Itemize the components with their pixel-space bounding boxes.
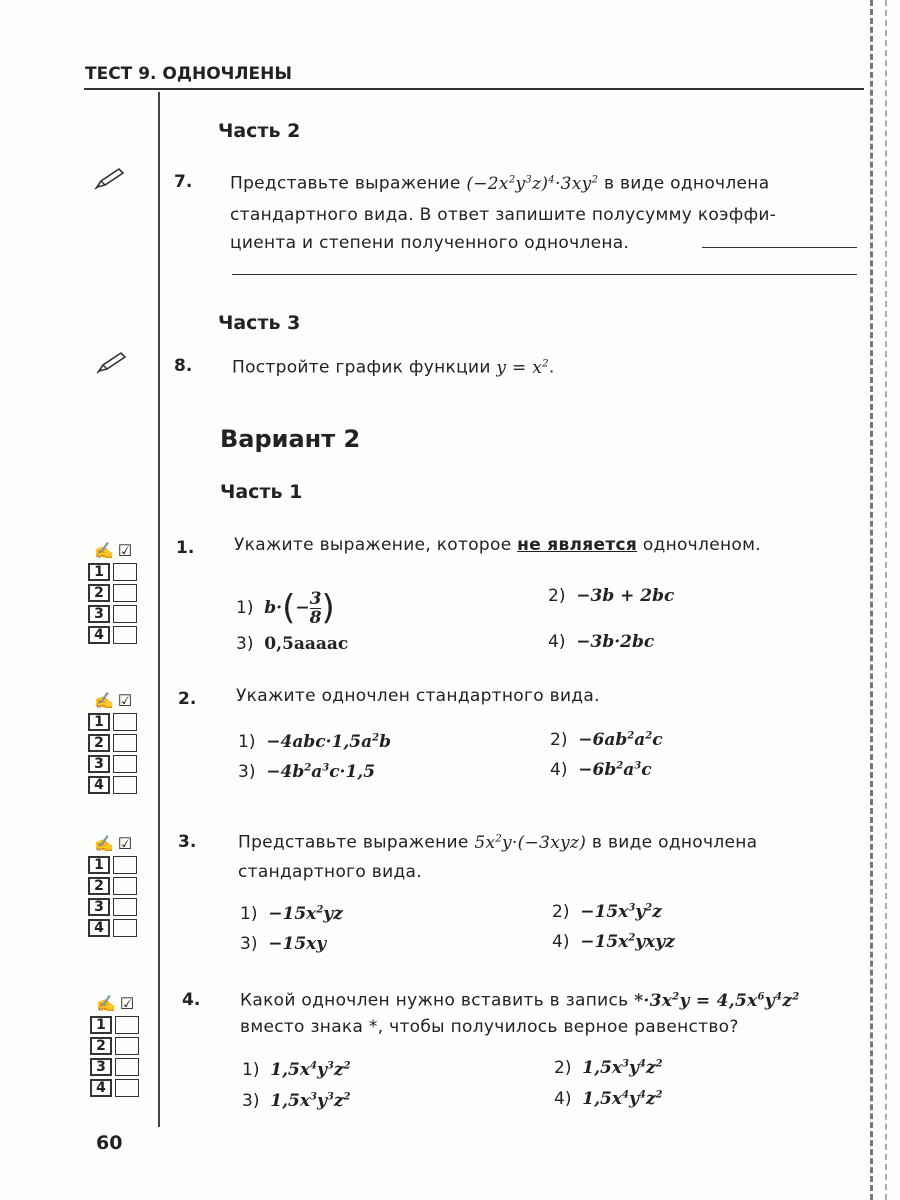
q4-text-line2: вместо знака *, чтобы получилось верное равенство? xyxy=(240,1017,739,1037)
checkbox-icon: ☑ xyxy=(117,833,133,853)
part3-title: Часть 3 xyxy=(218,312,301,334)
q4-number: 4. xyxy=(182,990,201,1010)
pen-icon xyxy=(95,349,129,375)
header-rule xyxy=(84,88,864,90)
q3-text-line2: стандартного вида. xyxy=(238,862,422,882)
pen-icon: ✍ xyxy=(94,540,114,560)
q2-answer-block: ✍ ☑ 1 2 3 4 xyxy=(88,690,150,794)
page-edge xyxy=(870,0,873,1200)
q4-answer-block: ✍ ☑ 1 2 3 4 xyxy=(90,993,152,1097)
answer-box-1[interactable] xyxy=(113,713,137,731)
q3-expression: $5x^2y\cdot(-3xyz)$ xyxy=(474,832,587,853)
q1-option-2[interactable]: 2) −3b + 2bc xyxy=(548,586,675,606)
q4-text-line1: Какой одночлен нужно вставить в запись $*\cdot 3x^2y = 4,5x^6y^4z^2$ xyxy=(240,990,800,1011)
checkbox-icon: ☑ xyxy=(119,993,135,1013)
q7-text-line2: стандартного вида. В ответ запишите полусумму коэффи- xyxy=(230,205,777,225)
variant2-part1-title: Часть 1 xyxy=(220,481,303,503)
q1-number: 1. xyxy=(176,538,195,558)
part2-title: Часть 2 xyxy=(218,120,301,142)
answer-box-3[interactable] xyxy=(113,898,137,916)
q7-text-line1: Представьте выражение $(-2x^2y^3z)^4\cdot 3xy^2$ в виде одночлена xyxy=(230,173,770,194)
answer-box-2[interactable] xyxy=(113,734,137,752)
q4-option-1[interactable]: 1) $1,5x^4y^3z^2$ xyxy=(242,1060,351,1080)
answer-box-3[interactable] xyxy=(115,1058,139,1076)
q3-option-4[interactable]: $4) -15x^2yxyz$ xyxy=(552,932,675,952)
q8-text: Постройте график функции $y = x^2$. xyxy=(232,357,555,378)
answer-box-2[interactable] xyxy=(113,584,137,602)
page-edge-outer xyxy=(885,0,887,1200)
q3-option-1[interactable]: $1) -15x^2yz$ xyxy=(240,904,343,924)
pen-icon: ✍ xyxy=(96,993,116,1013)
answer-box-3[interactable] xyxy=(113,605,137,623)
answer-box-2[interactable] xyxy=(115,1037,139,1055)
answer-box-4[interactable] xyxy=(113,919,137,937)
answer-box-4[interactable] xyxy=(115,1079,139,1097)
answer-box-1[interactable] xyxy=(113,856,137,874)
q7-answer-line-2[interactable] xyxy=(232,274,857,275)
q8-number: 8. xyxy=(174,356,193,376)
q2-number: 2. xyxy=(178,689,197,709)
q1-option-1[interactable]: 1) b·(− $\frac{3}{8}$ ) xyxy=(236,588,335,628)
q3-answer-block: ✍ ☑ 1 2 3 4 xyxy=(88,833,150,937)
checkbox-icon: ☑ xyxy=(117,690,133,710)
page-number: 60 xyxy=(96,1132,123,1154)
q2-text: Укажите одночлен стандартного вида. xyxy=(236,686,600,706)
q2-option-1[interactable]: $1) -4abc\cdot 1,5a^2b$ xyxy=(238,732,391,752)
q7-answer-line[interactable] xyxy=(702,247,857,248)
answer-box-1[interactable] xyxy=(115,1016,139,1034)
answer-box-4[interactable] xyxy=(113,626,137,644)
q4-equation: $*\cdot 3x^2y = 4,5x^6y^4z^2$ xyxy=(634,990,800,1011)
q3-option-2[interactable]: $2) -15x^3y^2z$ xyxy=(552,902,662,922)
q4-option-2[interactable]: 2) $1,5x^3y^4z^2$ xyxy=(554,1058,663,1078)
pen-icon: ✍ xyxy=(94,690,114,710)
pen-icon: ✍ xyxy=(94,833,114,853)
q4-option-4[interactable]: 4) $1,5x^4y^4z^2$ xyxy=(554,1089,663,1109)
checkbox-icon: ☑ xyxy=(117,540,133,560)
margin-line xyxy=(158,92,160,1127)
pen-icon xyxy=(93,165,127,191)
q8-function: $y = x^2$ xyxy=(496,357,549,378)
page-header: ТЕСТ 9. ОДНОЧЛЕНЫ xyxy=(85,64,292,84)
q1-answer-block: ✍ ☑ 1 2 3 4 xyxy=(88,540,150,644)
q1-option-3[interactable]: 3) 0,5aaaac xyxy=(236,634,349,654)
q1-text: Укажите выражение, которое не является одночленом. xyxy=(234,535,761,555)
q7-text-line3: циента и степени полученного одночлена. xyxy=(230,233,630,253)
answer-box-4[interactable] xyxy=(113,776,137,794)
answer-box-1[interactable] xyxy=(113,563,137,581)
q3-number: 3. xyxy=(178,832,197,852)
answer-box-3[interactable] xyxy=(113,755,137,773)
q4-option-3[interactable]: 3) $1,5x^3y^3z^2$ xyxy=(242,1091,351,1111)
answer-box-2[interactable] xyxy=(113,877,137,895)
q7-number: 7. xyxy=(174,172,193,192)
q3-option-3[interactable]: 3) −15xy xyxy=(240,934,327,954)
q3-text-line1: Представьте выражение $5x^2y\cdot(-3xyz)$ в виде одночлена xyxy=(238,832,758,853)
variant2-title: Вариант 2 xyxy=(220,425,361,453)
q2-option-3[interactable]: $3) -4b^2a^3c\cdot 1,5$ xyxy=(238,762,376,782)
q7-expression: $(-2x^2y^3z)^4\cdot 3xy^2$ xyxy=(466,173,599,194)
q1-option-4[interactable]: 4) −3b·2bc xyxy=(548,632,655,652)
q2-option-2[interactable]: $2) -6ab^2a^2c$ xyxy=(550,730,663,750)
q2-option-4[interactable]: $4) -6b^2a^3c$ xyxy=(550,760,652,780)
